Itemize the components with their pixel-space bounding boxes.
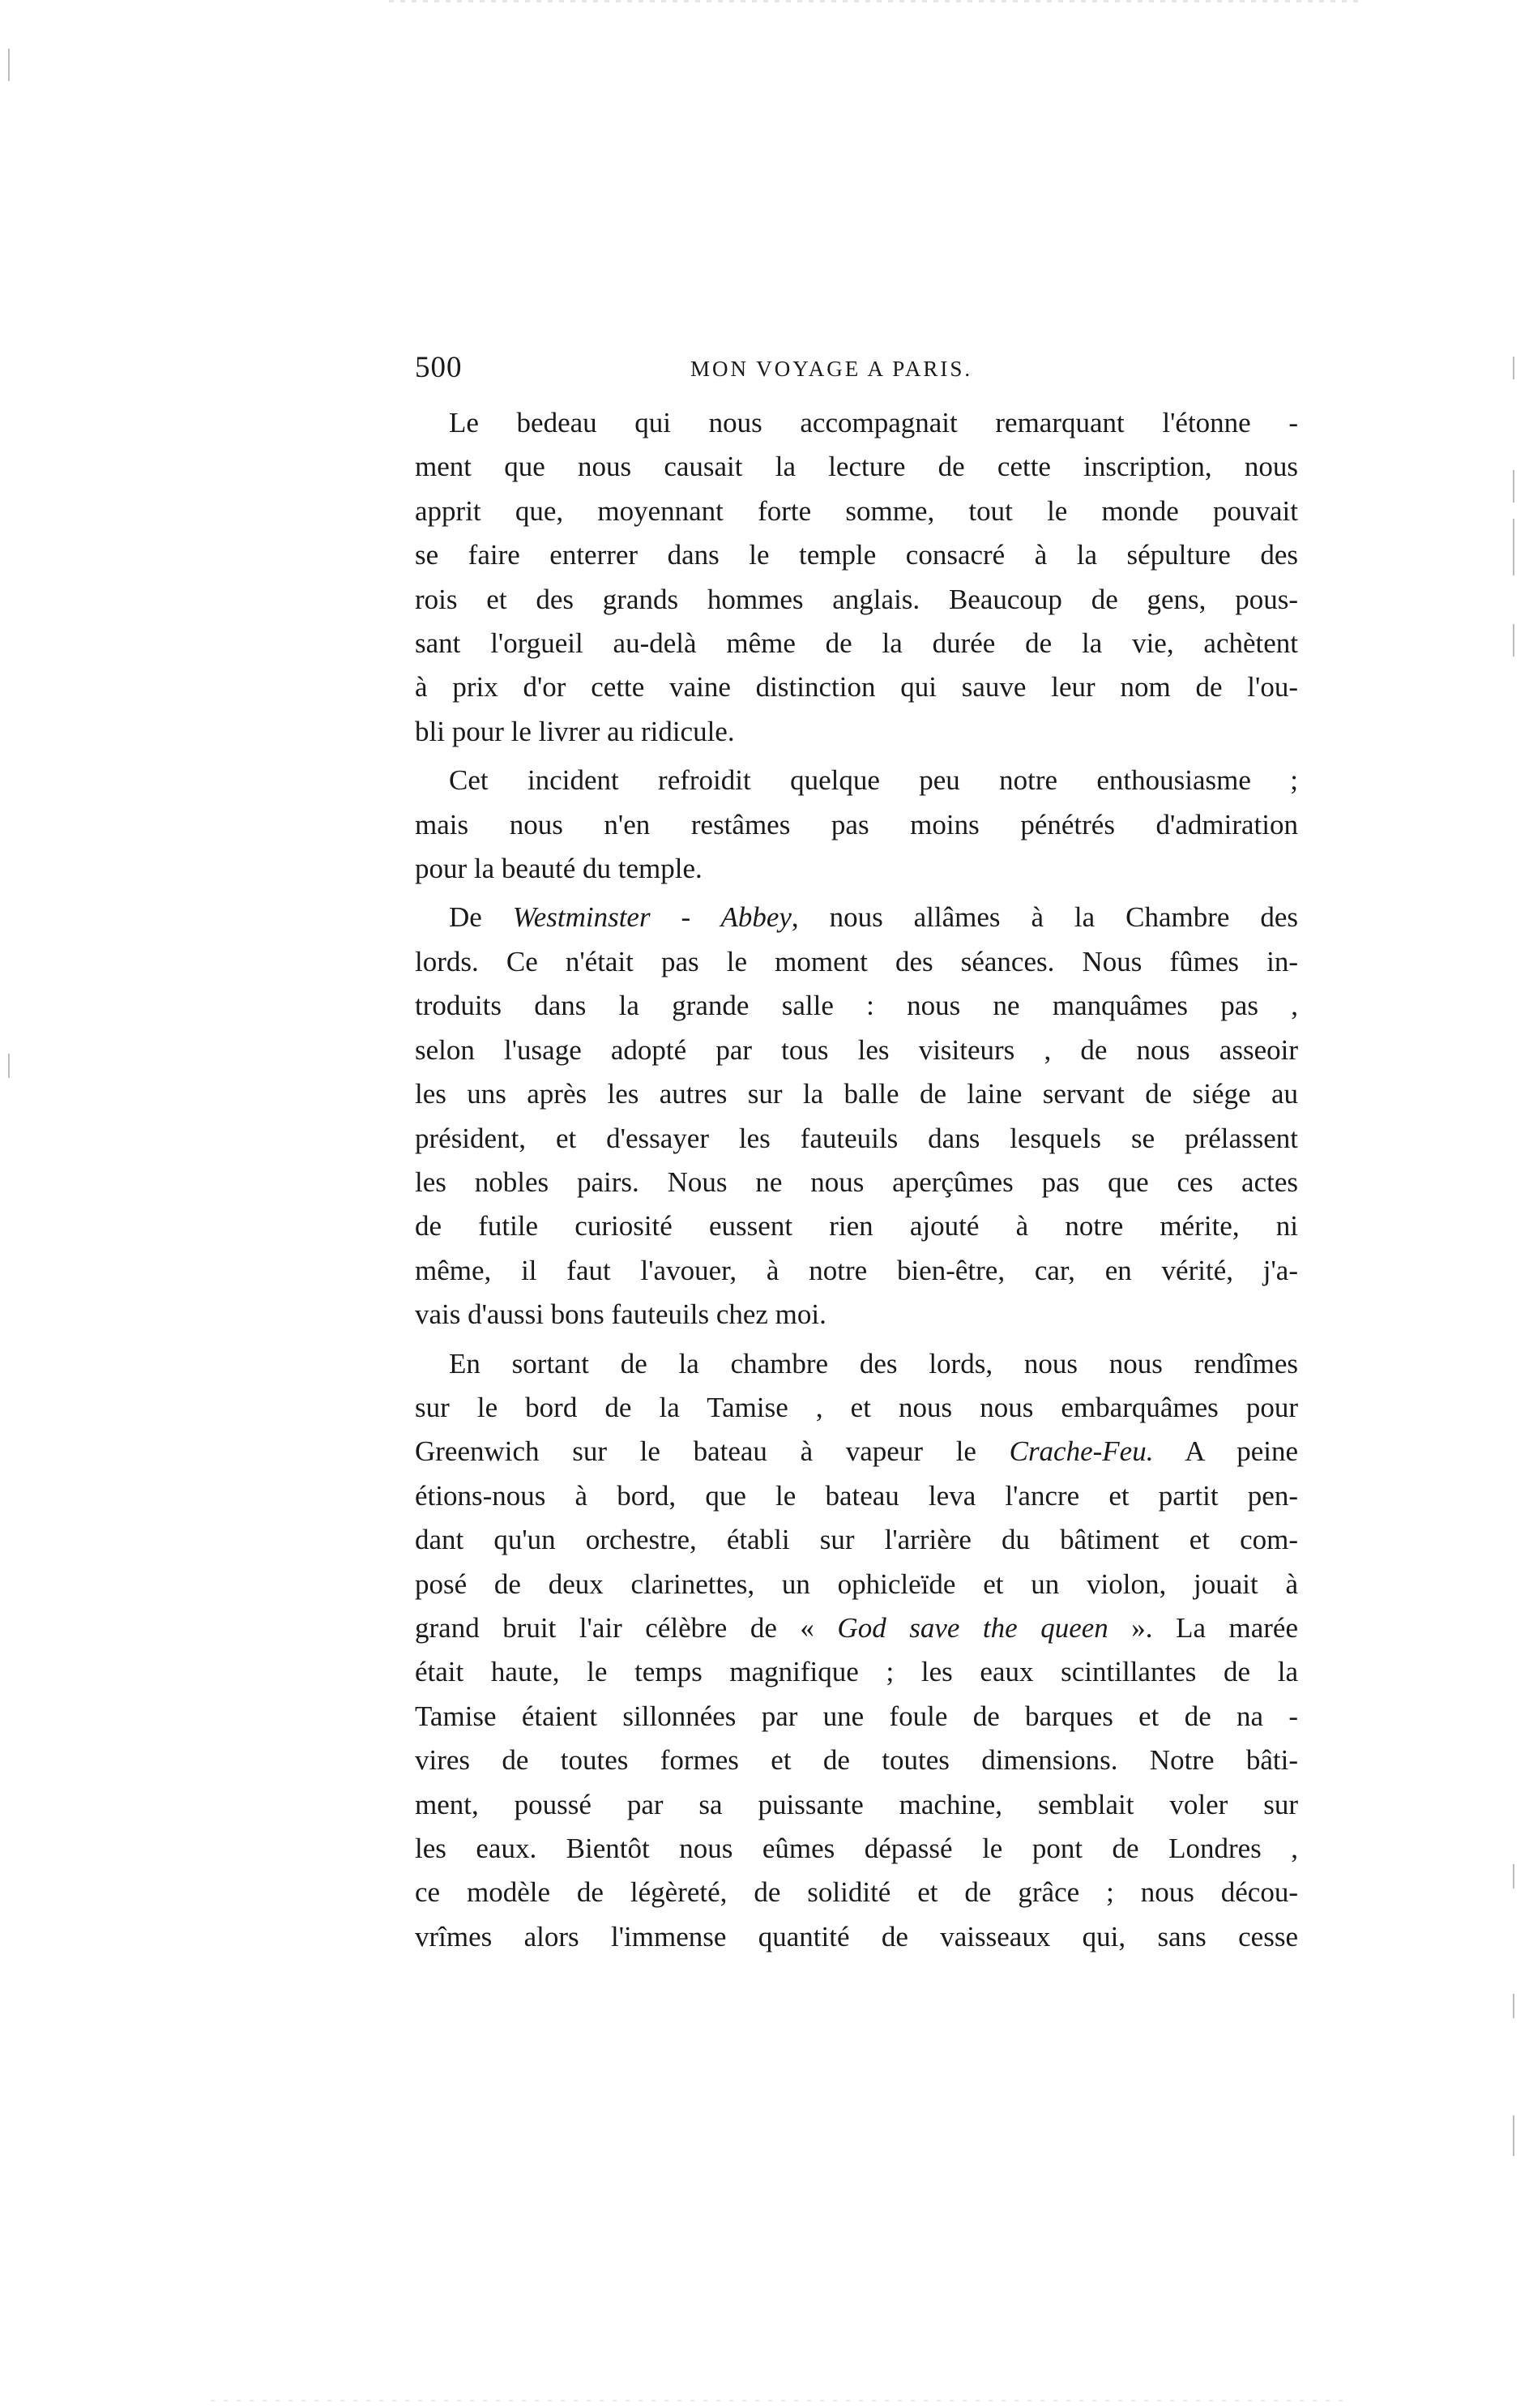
- scan-artifact-left-2: [8, 1054, 10, 1078]
- text-line: était haute, le temps magnifique ; les eaux scintillantes de la: [415, 1656, 1298, 1688]
- scan-artifact-top: [389, 0, 1361, 2]
- text-line: rois et des grands hommes anglais. Beaucoup de gens, pous-: [415, 583, 1298, 615]
- text-line: Cet incident refroidit quelque peu notre enthousiasme ;: [449, 764, 1298, 797]
- text-line: ment, poussé par sa puissante machine, semblait voler sur: [415, 1788, 1298, 1820]
- text-run: grand bruit l'air célèbre de «: [415, 1611, 838, 1644]
- text-line: [415, 1430, 1298, 1473]
- paragraph-2: [415, 759, 1298, 891]
- scan-artifact-right-5: [1513, 1864, 1514, 1888]
- text-line: Tamise étaient sillonnées par une foule de barques et de na -: [415, 1700, 1298, 1732]
- text-line: En sortant de la chambre des lords, nous nous rendîmes: [449, 1347, 1298, 1379]
- text-line: vrîmes alors l'immense quantité de vaisseaux qui, sans cesse: [415, 1920, 1298, 1952]
- text-run: A peine: [1153, 1435, 1298, 1468]
- text-line: les nobles pairs. Nous ne nous aperçûmes pas que ces actes: [415, 1166, 1298, 1198]
- text-run: ». La marée: [1108, 1611, 1298, 1644]
- text-line: se faire enterrer dans le temple consacré à la sépulture des: [415, 539, 1298, 571]
- paragraph-3: [415, 896, 1298, 1337]
- text-line: ment que nous causait la lecture de cette inscription, nous: [415, 451, 1298, 483]
- text-line: président, et d'essayer les fauteuils dans lesquels se prélassent: [415, 1122, 1298, 1154]
- scan-artifact-right-2: [1513, 470, 1514, 503]
- text-line: mais nous n'en restâmes pas moins pénétrés d'admiration: [415, 808, 1298, 840]
- text-line: étions-nous à bord, que le bateau leva l'ancre et partit pen-: [415, 1479, 1298, 1512]
- paragraph-1: [415, 401, 1298, 754]
- text-line: troduits dans la grande salle : nous ne manquâmes pas ,: [415, 990, 1298, 1022]
- text-line: selon l'usage adopté par tous les visiteurs , de nous asseoir: [415, 1033, 1298, 1066]
- scan-artifact-left-1: [8, 49, 10, 81]
- text-run: Greenwich sur le bateau à vapeur le: [415, 1435, 1010, 1468]
- text-line: à prix d'or cette vaine distinction qui sauve leur nom de l'ou-: [415, 671, 1298, 704]
- scan-artifact-right-4: [1513, 624, 1514, 657]
- italic-title-westminster-abbey: Westminster - Abbey: [512, 901, 792, 934]
- text-line: apprit que, moyennant forte somme, tout le monde pouvait: [415, 494, 1298, 527]
- body-text: [415, 401, 1298, 1959]
- italic-anthem-title: God save the queen: [837, 1611, 1108, 1644]
- text-line: vires de toutes formes et de toutes dimensions. Notre bâti-: [415, 1744, 1298, 1777]
- text-line: Le bedeau qui nous accompagnait remarquant l'étonne -: [449, 407, 1298, 438]
- text-line: vais d'aussi bons fauteuils chez moi.: [415, 1298, 826, 1331]
- text-line: posé de deux clarinettes, un ophicleïde et un violon, jouait à: [415, 1568, 1298, 1600]
- text-line: bli pour le livrer au ridicule.: [415, 715, 735, 747]
- text-line: [415, 1606, 1298, 1650]
- running-head: MON VOYAGE A PARIS.: [690, 357, 973, 381]
- text-line: dant qu'un orchestre, établi sur l'arrière du bâtiment et com-: [415, 1524, 1298, 1556]
- scan-artifact-right-1: [1513, 357, 1514, 379]
- text-line: lords. Ce n'était pas le moment des séances. Nous fûmes in-: [415, 945, 1298, 977]
- page-number: 500: [415, 351, 463, 384]
- text-line: sant l'orgueil au-delà même de la durée de la vie, achètent: [415, 627, 1298, 660]
- scan-artifact-right-7: [1513, 2115, 1514, 2156]
- page-header: [415, 350, 1298, 399]
- text-line: même, il faut l'avouer, à notre bien-être, car, en vérité, j'a-: [415, 1254, 1298, 1286]
- scan-artifact-right-6: [1513, 1994, 1514, 2018]
- text-line: sur le bord de la Tamise , et nous nous embarquâmes pour: [415, 1391, 1298, 1423]
- text-line: pour la beauté du temple.: [415, 853, 703, 885]
- text-run: , nous allâmes à la Chambre des: [791, 901, 1298, 934]
- text-line: de futile curiosité eussent rien ajouté à notre mérite, ni: [415, 1210, 1298, 1242]
- scan-artifact-bottom: [211, 2400, 1345, 2402]
- text-run: De: [449, 901, 513, 934]
- scan-artifact-right-3: [1513, 519, 1514, 575]
- text-line: les eaux. Bientôt nous eûmes dépassé le pont de Londres ,: [415, 1833, 1298, 1864]
- text-line: [415, 896, 1298, 939]
- paragraph-4: [415, 1342, 1298, 1960]
- text-line: ce modèle de légèreté, de solidité et de grâce ; nous décou-: [415, 1876, 1298, 1909]
- text-line: les uns après les autres sur la balle de laine servant de siége au: [415, 1078, 1298, 1110]
- italic-ship-name: Crache-Feu.: [1009, 1435, 1154, 1468]
